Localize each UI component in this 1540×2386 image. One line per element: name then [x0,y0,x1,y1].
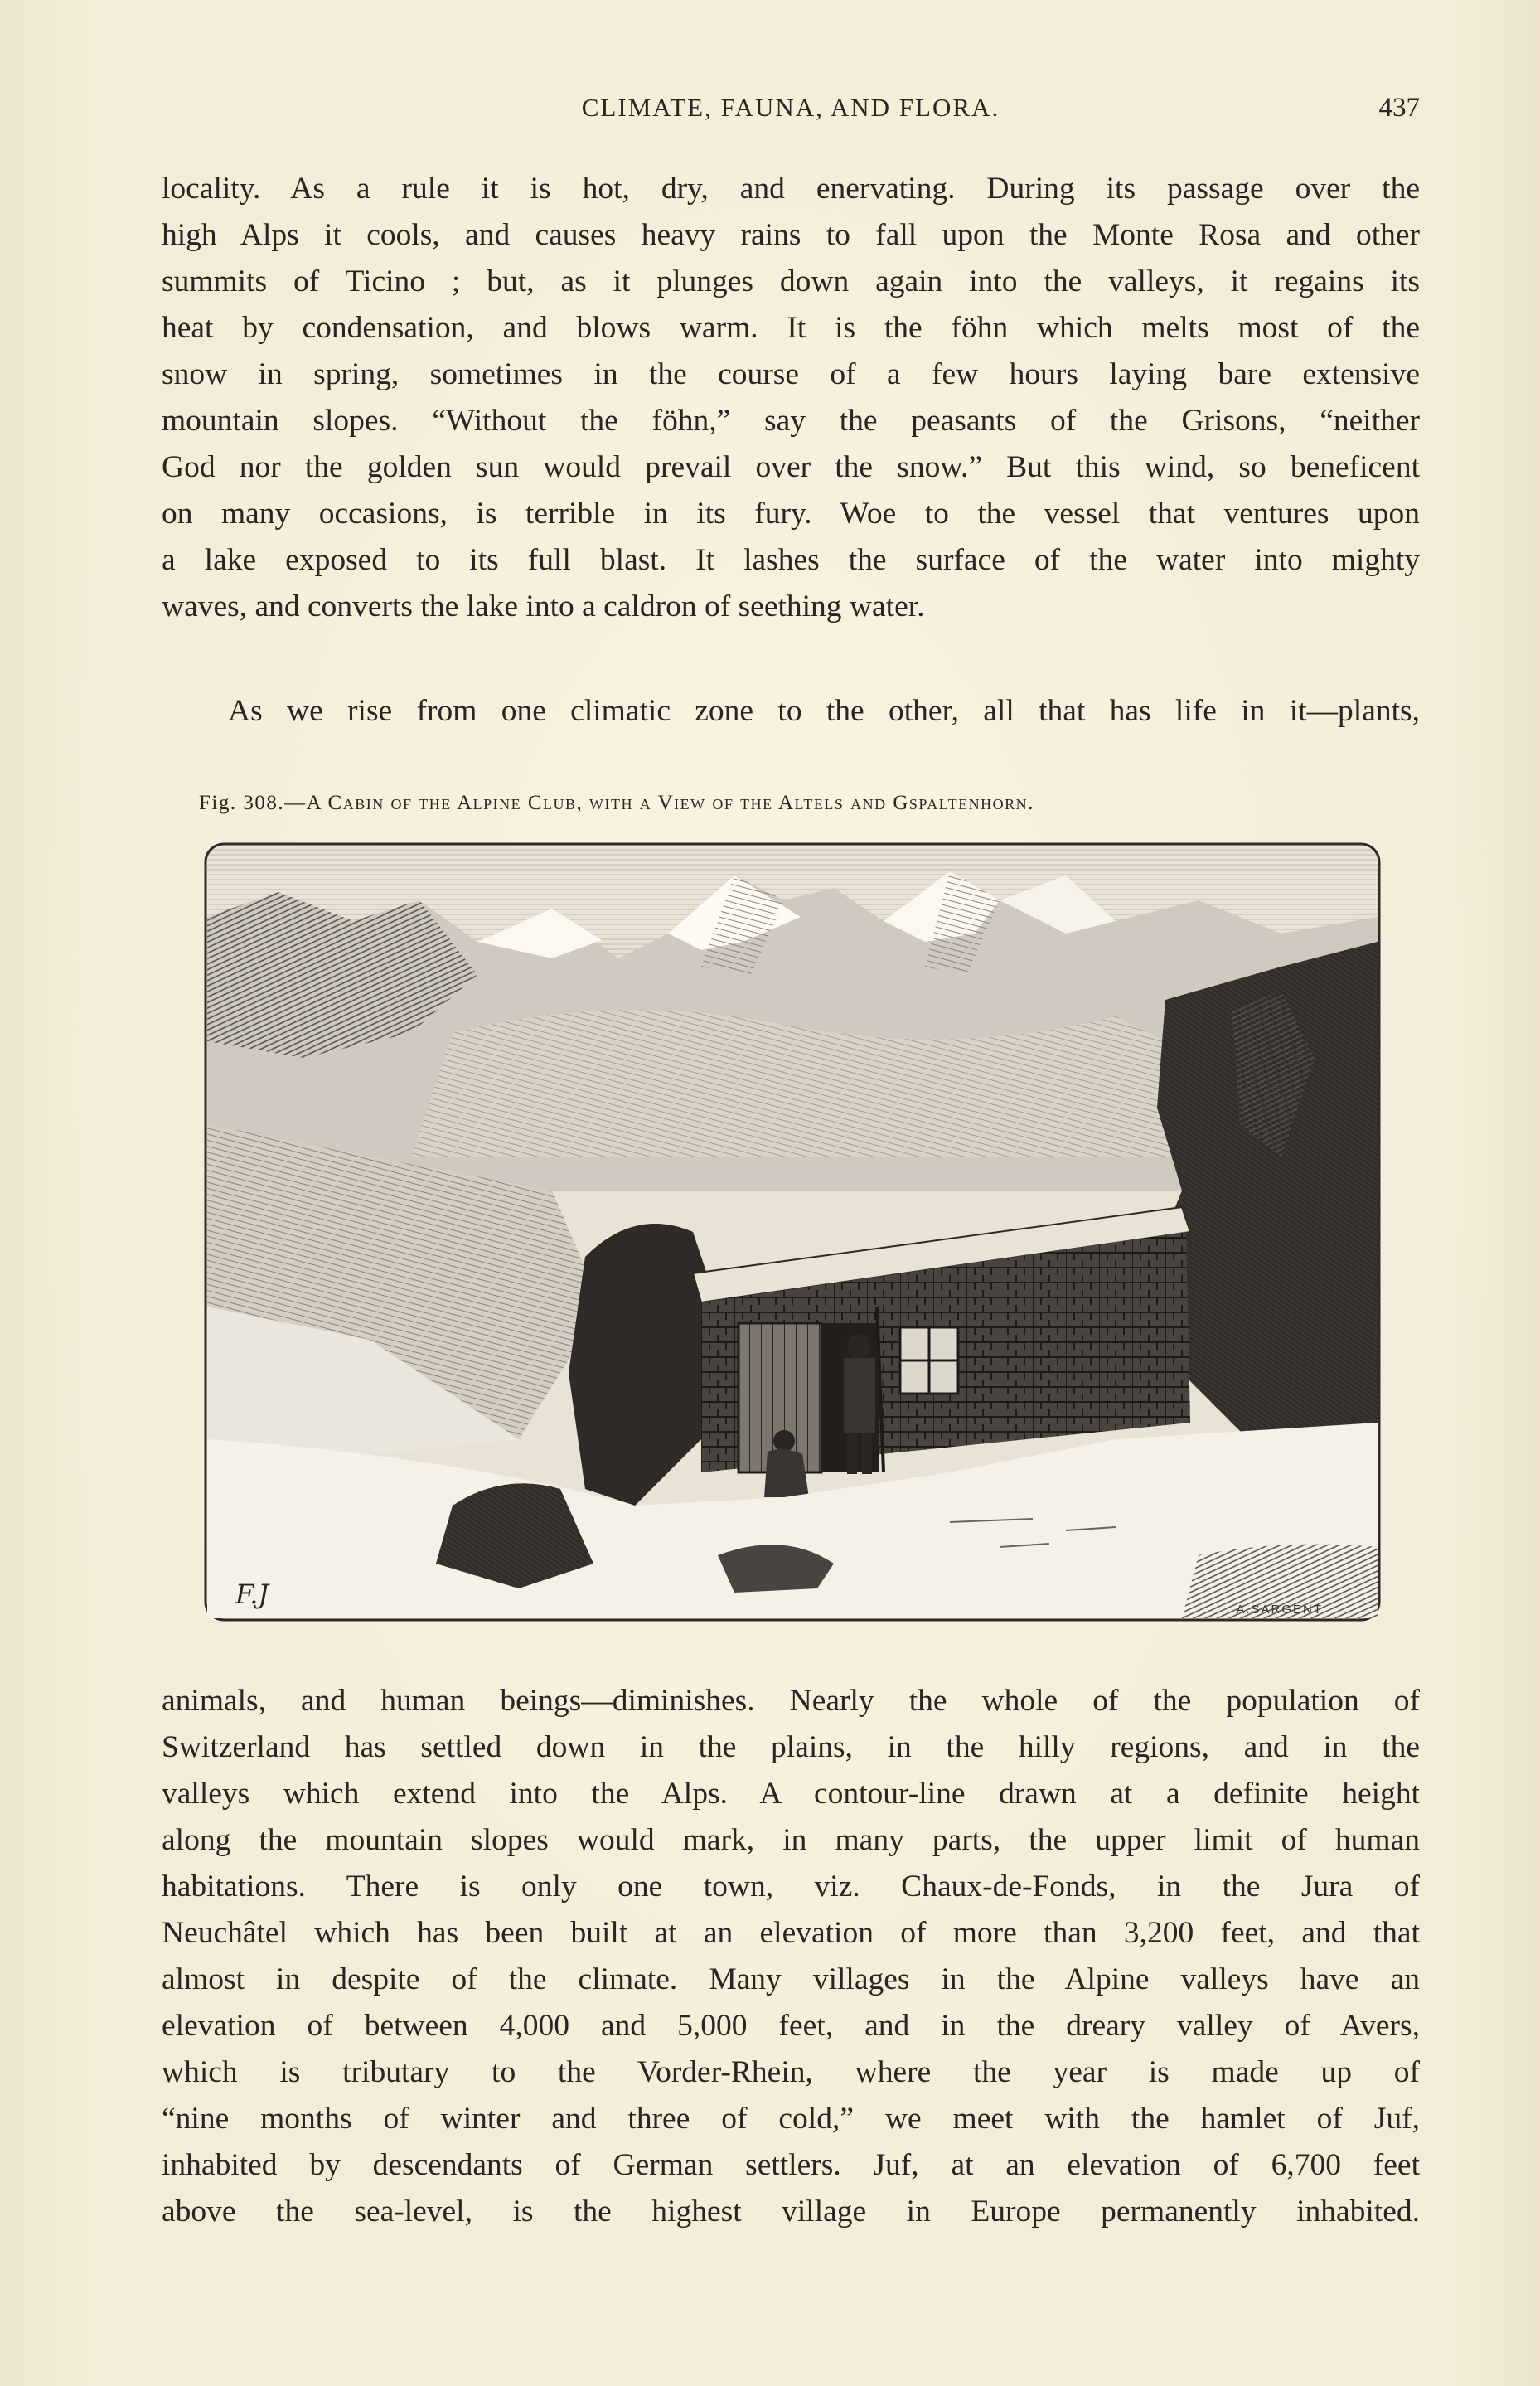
text-line: elevation of between 4,000 and 5,000 feet, and in the dreary valley of Avers, [162,2009,1420,2043]
text-line: inhabited by descendants of German settlers. Juf, at an elevation of 6,700 feet [162,2148,1420,2182]
text-line: locality. As a rule it is hot, dry, and enervating. During its passage over the [162,172,1420,206]
paragraph-3 [162,1678,1420,2235]
engraving-alpine-cabin [204,842,1381,1622]
text-line: a lake exposed to its full blast. It lashes the surface of the water into mighty [162,543,1420,577]
text-line: “nine months of winter and three of cold,” we meet with the hamlet of Juf, [162,2102,1420,2136]
text-line: mountain slopes. “Without the föhn,” say the peasants of the Grisons, “neither [162,404,1420,438]
text-line: heat by condensation, and blows warm. It is the föhn which melts most of the [162,311,1420,345]
running-title: CLIMATE, FAUNA, AND FLORA. [581,93,1000,122]
page-number: 437 [1378,93,1420,123]
figure-number: Fig. 308. [199,792,285,814]
text-line: high Alps it cools, and causes heavy rains to fall upon the Monte Rosa and other [162,218,1420,252]
figure-caption [199,792,1384,815]
paragraph-2 [162,688,1420,735]
paragraph-1 [162,166,1420,630]
running-head [162,93,1420,134]
text-line: along the mountain slopes would mark, in many parts, the upper limit of human [162,1823,1420,1857]
text-line: on many occasions, is terrible in its fury. Woe to the vessel that ventures upon [162,497,1420,531]
engraver-monogram: F.J [235,1579,269,1610]
text-line: summits of Ticino ; but, as it plunges down again into the valleys, it regains its [162,264,1420,298]
text-line: snow in spring, sometimes in the course of a few hours laying bare extensive [162,357,1420,391]
engraver-signature: A.SARGENT [1236,1603,1323,1617]
engraving-illustration [204,842,1381,1622]
text-line: valleys which extend into the Alps. A contour-line drawn at a definite height [162,1777,1420,1811]
text-line: Neuchâtel which has been built at an elevation of more than 3,200 feet, and that [162,1916,1420,1950]
text-line: animals, and human beings—diminishes. Nearly the whole of the population of [162,1684,1420,1718]
text-line: almost in despite of the climate. Many villages in the Alpine valleys have an [162,1962,1420,1996]
text-line: Switzerland has settled down in the plains, in the hilly regions, and in the [162,1730,1420,1764]
text-line: habitations. There is only one town, viz. Chaux-de-Fonds, in the Jura of [162,1870,1420,1903]
text-line: God nor the golden sun would prevail over the snow.” But this wind, so beneficent [162,450,1420,484]
text-line: waves, and converts the lake into a caldron of seething water. [162,589,925,623]
text-line: which is tributary to the Vorder-Rhein, where the year is made up of [162,2055,1420,2089]
text-line: As we rise from one climatic zone to the other, all that has life in it—plants, [228,694,1420,728]
figure-title: —A Cabin of the Alpine Club, with a View of the Altels and Gspaltenhorn. [284,792,1034,814]
text-line: above the sea-level, is the highest village in Europe permanently inhabited. [162,2194,1420,2228]
